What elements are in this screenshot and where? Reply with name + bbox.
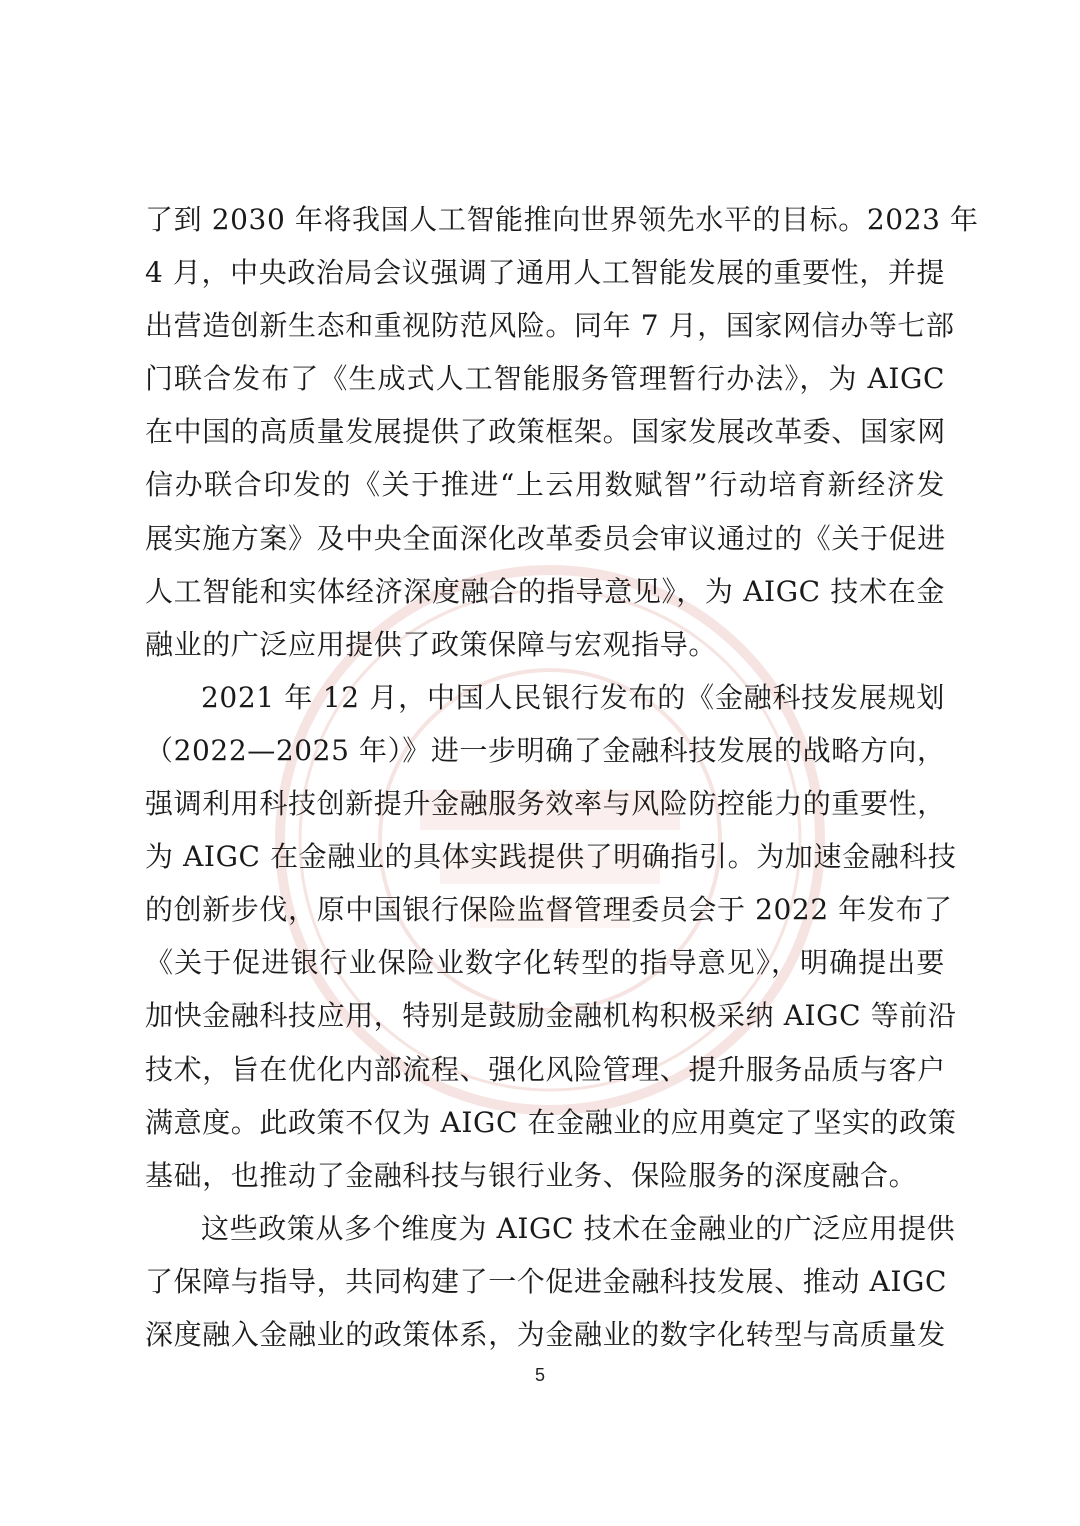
text-line: 2021 年 12 月，中国人民银行发布的《金融科技发展规划 (201, 680, 945, 714)
text-line: （2022—2025 年）》进一步明确了金融科技发展的战略方向， (145, 733, 946, 767)
paragraph-2 (145, 671, 957, 1202)
document-body (145, 193, 979, 1361)
text-line: 融业的广泛应用提供了政策保障与宏观指导。 (145, 627, 718, 661)
text-line: 技术，旨在优化内部流程、强化风险管理、提升服务品质与客户 (145, 1052, 946, 1086)
paragraph-3 (145, 1202, 956, 1361)
paragraph-1 (145, 193, 979, 671)
text-line: 出营造创新生态和重视防范风险。同年 7 月，国家网信办等七部 (145, 309, 955, 343)
page-number: 5 (534, 1365, 545, 1385)
text-line: 的创新步伐，原中国银行保险监督管理委员会于 2022 年发布了 (145, 893, 953, 927)
text-line: 基础，也推动了金融科技与银行业务、保险服务的深度融合。 (145, 1158, 918, 1192)
text-line: 门联合发布了《生成式人工智能服务管理暂行办法》，为 AIGC (145, 362, 945, 396)
text-line: 满意度。此政策不仅为 AIGC 在金融业的应用奠定了坚实的政策 (145, 1105, 957, 1139)
text-line: 强调利用科技创新提升金融服务效率与风险防控能力的重要性， (145, 787, 946, 821)
text-line: 这些政策从多个维度为 AIGC 技术在金融业的广泛应用提供 (201, 1211, 956, 1245)
text-line: 4 月，中央政治局会议强调了通用人工智能发展的重要性，并提 (145, 256, 946, 290)
text-line: 深度融入金融业的政策体系，为金融业的数字化转型与高质量发 (145, 1317, 946, 1351)
text-line: 加快金融科技应用，特别是鼓励金融机构积极采纳 AIGC 等前沿 (145, 999, 957, 1033)
text-line: 了到 2030 年将我国人工智能推向世界领先水平的目标。2023 年 (145, 203, 979, 236)
text-line: 在中国的高质量发展提供了政策框架。国家发展改革委、国家网 (145, 415, 946, 449)
text-line: 了保障与指导，共同构建了一个促进金融科技发展、推动 AIGC (145, 1264, 947, 1298)
text-line: 信办联合印发的《关于推进“上云用数赋智”行动培育新经济发 (145, 468, 945, 502)
text-line: 展实施方案》及中央全面深化改革委员会审议通过的《关于促进 (145, 521, 946, 555)
text-line: 人工智能和实体经济深度融合的指导意见》，为 AIGC 技术在金 (145, 574, 945, 608)
text-line: 《关于促进银行业保险业数字化转型的指导意见》，明确提出要 (145, 946, 945, 980)
text-line: 为 AIGC 在金融业的具体实践提供了明确指引。为加速金融科技 (145, 840, 957, 874)
